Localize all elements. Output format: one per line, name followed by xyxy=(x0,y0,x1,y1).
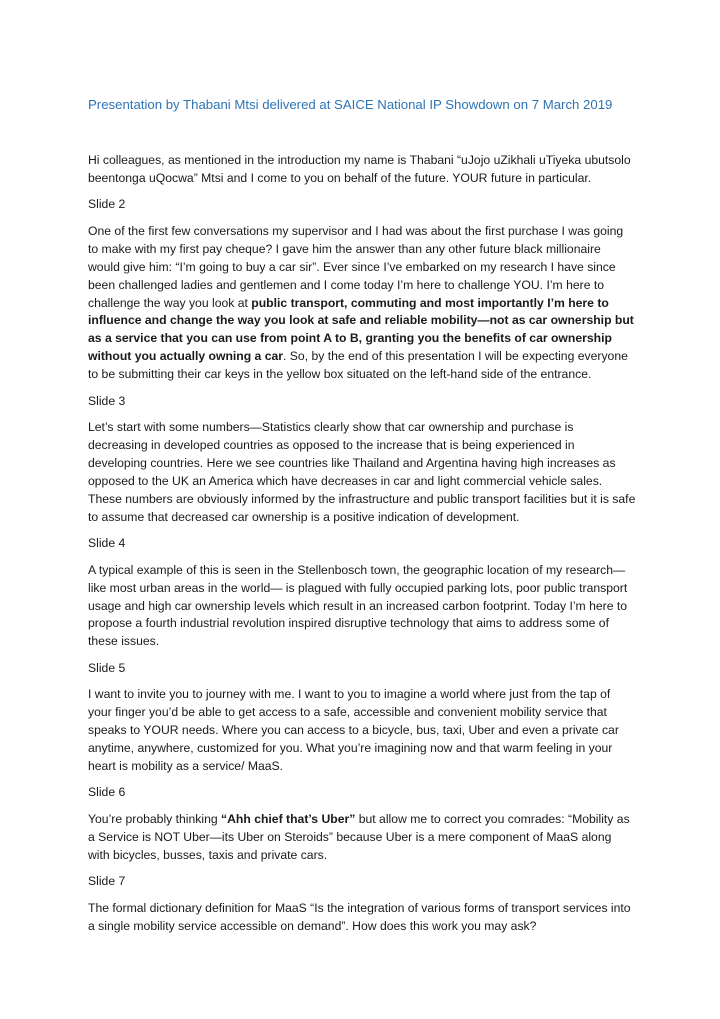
slide-2-text-b: . So, by the end of this presentation I will be expecting everyone to be submitting their car keys in the yellow box situated on the left-hand side of the entrance. xyxy=(88,349,628,382)
slide-4-paragraph: A typical example of this is seen in the Stellenbosch town, the geographic location of my research—like most urban areas in the world— is plagued with fully occupied parking lots, poor public transport usage and high car ownership levels which result in an increased carbon footprint. Today I’m here to propose a fourth industrial revolution inspired disruptive technology that aims to address some of these issues. xyxy=(88,562,628,649)
document-title: Presentation by Thabani Mtsi delivered at SAICE National IP Showdown on 7 March 2019 xyxy=(88,97,613,112)
slide-6-label: Slide 6 xyxy=(88,785,126,800)
slide-6-paragraph xyxy=(88,811,636,865)
slide-5-label: Slide 5 xyxy=(88,660,126,675)
slide-3-paragraph: Let’s start with some numbers—Statistics clearly show that car ownership and purchase is decreasing in developed countries as opposed to the increase that is being experienced in developing countries. Here we see countries like Thailand and Argentina having high increases as opposed to the UK an America which have decreases in car and light commercial vehicle sales. These numbers are obviously informed by the infrastructure and public transport facilities but it is safe to assume that decreased car ownership is a positive indication of development. xyxy=(88,420,636,524)
slide-3-label: Slide 3 xyxy=(88,393,126,408)
slide-6-text-b: but allow me to correct you comrades: “Mobility as a Service is NOT Uber—its Uber on Steroids” because Uber is a mere component of MaaS along with bicycles, busses, taxis and private cars. xyxy=(88,811,630,862)
slide-7-paragraph: The formal dictionary definition for MaaS “Is the integration of various forms of transport services into a single mobility service accessible on demand”. How does this work you may ask? xyxy=(88,900,631,933)
slide-2-text-a: One of the first few conversations my supervisor and I had was about the first purchase I was going to make with my first pay cheque? I gave him the answer than any other future black millionaire would give him: “I’m going to buy a car sir”. Ever since I’ve embarked on my research I have since been challenged ladies and gentlemen and I come today I’m here to challenge YOU. I’m here to challenge the way you look at xyxy=(88,223,624,310)
slide-6-bold-text: “Ahh chief that’s Uber” xyxy=(221,811,356,826)
intro-paragraph: Hi colleagues, as mentioned in the introduction my name is Thabani “uJojo uZikhali uTiyeka ubutsolo beentonga uQocwa” Mtsi and I come to you on behalf of the future. YOUR future in particular. xyxy=(88,153,631,185)
slide-6-text-a: You’re probably thinking xyxy=(88,811,222,826)
slide-7-label: Slide 7 xyxy=(88,874,126,889)
slide-4-label: Slide 4 xyxy=(88,536,126,551)
document-body xyxy=(88,152,636,944)
slide-2-paragraph xyxy=(88,223,636,384)
slide-5-paragraph: I want to invite you to journey with me. I want to you to imagine a world where just from the tap of your finger you’d be able to get access to a safe, accessible and convenient mobility service that speaks to YOUR needs. Where you can access to a bicycle, bus, taxi, Uber and even a private car anytime, anywhere, customized for you. What you’re imagining now and that warm feeling in your heart is mobility as a service/ MaaS. xyxy=(88,687,619,773)
slide-2-label: Slide 2 xyxy=(88,197,126,212)
slide-2-bold-text: public transport, commuting and most importantly I’m here to influence and change the way you look at safe and reliable mobility—not as car ownership but as a service that you can use from point A to B, granting you the benefits of car ownership without you actually owning a car xyxy=(88,295,634,364)
